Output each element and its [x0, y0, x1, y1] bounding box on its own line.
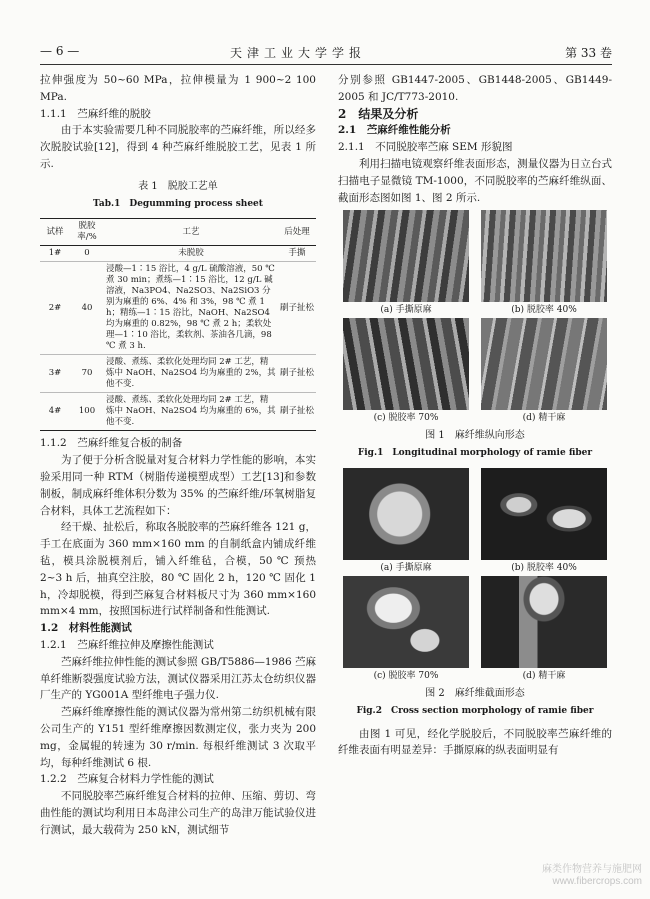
table-header: 脱胶率/%: [70, 219, 104, 246]
header-rule: [40, 64, 612, 65]
paragraph: 利用扫描电镜观察纤维表面形态，测量仪器为日立台式扫描电子显微镜 TM-1000，不同脱胶率的苎麻纤维纵面、截面形态图如图 1、图 2 所示.: [338, 157, 612, 204]
figure-panel: [343, 318, 469, 426]
table-row: [40, 246, 316, 262]
watermark-line: 麻类作物营养与施肥网: [542, 864, 642, 875]
volume-label: 第 33 卷: [565, 46, 612, 60]
paragraph: 不同脱胶率苎麻纤维复合材料的拉伸、压缩、剪切、弯曲性能的测试均利用日本岛津公司生产的岛津万能试验仪进行测试，最大载荷为 250 kN，测试细节: [40, 790, 316, 836]
figure-caption: 图 1 麻纤维纵向形态: [425, 430, 525, 442]
sem-image-longitudinal-degummed: [481, 318, 607, 410]
figure-panel: [343, 576, 469, 684]
section-heading-1-2: 1.2 材料性能测试: [40, 622, 132, 635]
figure-panel: [481, 210, 607, 318]
section-heading-2-1-1: 2.1.1 不同脱胶率苎麻 SEM 形貌图: [338, 141, 513, 154]
figure-caption-en: Fig.1 Longitudinal morphology of ramie fiber: [357, 448, 593, 459]
paragraph: 拉伸强度为 50~60 MPa，拉伸模量为 1 900~2 100 MPa.: [40, 74, 316, 103]
section-heading-1-1-2: 1.1.2 苎麻纤维复合板的制备: [40, 437, 183, 450]
subfigure-label: (a) 手撕原麻: [380, 305, 432, 316]
subfigure-label: (b) 脱胶率 40%: [511, 562, 577, 573]
sem-image-longitudinal-40: [481, 210, 607, 302]
table-header-row: [40, 219, 316, 246]
table-row: [40, 355, 316, 393]
figure-panel: [481, 576, 607, 684]
degumming-table: [40, 218, 316, 431]
table-cell: 0: [84, 248, 90, 259]
table-row: [40, 262, 316, 355]
table-cell: 未脱胶: [178, 248, 204, 259]
figure-caption-en: Fig.2 Cross section morphology of ramie fiber: [356, 705, 594, 716]
table-cell: 1#: [48, 248, 62, 259]
table-cell: 浸酸—1∶15 浴比，4 g/L 硫酸溶液，50 ℃ 煮 30 min；煮练—1∶15 浴比，12 g/L 碱溶液，Na3PO4、Na2SO3、Na2SiO3 分别为麻重的 6%、4% 和 3%，98 ℃ 煮 1 h；精练—1∶15 浴比，NaOH、Na2SO4 均为麻重的 0.82%，98 ℃ 煮 2 h；柔软处理—1∶10 浴比，柔软剂、茶油各几滴，98 ℃ 煮 3 h.: [104, 262, 278, 355]
right-column: [338, 72, 612, 759]
section-heading-1-1-1: 1.1.1 苎麻纤维的脱胶: [40, 107, 151, 120]
table-cell: 浸酸、煮练、柔软化处理均同 2# 工艺，精炼中 NaOH、Na2SO4 均为麻重的 2%，其他不变.: [104, 355, 278, 393]
running-header: [40, 42, 612, 62]
sem-image-cross-raw: [343, 468, 469, 560]
table-cell: 刷子扯松: [278, 355, 316, 393]
subfigure-label: (c) 脱胶率 70%: [373, 670, 439, 681]
table-cell: 浸酸、煮练、柔软化处理均同 2# 工艺，精炼中 NaOH、Na2SO4 均为麻重的 6%，其他不变.: [104, 393, 278, 431]
subfigure-label: (d) 精干麻: [522, 670, 566, 681]
watermark: [492, 864, 642, 888]
figure-1-grid: [338, 210, 612, 426]
table-cell: 4#: [40, 393, 70, 431]
figure-panel: [343, 210, 469, 318]
table-cell: 刷子扯松: [278, 262, 316, 355]
section-heading-2: 2 结果及分析: [338, 106, 419, 121]
figure-2-grid: [338, 468, 612, 684]
paragraph: 由图 1 可见，经化学脱胶后，不同脱胶率苎麻纤维的纤维表面有明显差异：手撕原麻的纵表面明显有: [338, 727, 612, 757]
table-cell: 100: [70, 393, 104, 431]
sem-image-cross-70: [343, 576, 469, 668]
table-cell: 40: [70, 262, 104, 355]
table-caption-en: Tab.1 Degumming process sheet: [93, 198, 263, 209]
subfigure-label: (a) 手撕原麻: [380, 562, 432, 573]
subfigure-label: (c) 脱胶率 70%: [373, 413, 439, 424]
figure-panel: [481, 468, 607, 576]
table-header: 后处理: [278, 219, 316, 246]
table-cell: 70: [70, 355, 104, 393]
sem-image-cross-40: [481, 468, 607, 560]
table-header: 试样: [40, 219, 70, 246]
subfigure-label: (b) 脱胶率 40%: [511, 305, 577, 316]
sem-image-longitudinal-raw: [343, 210, 469, 302]
paragraph: 苎麻纤维拉伸性能的测试参照 GB/T5886—1986 苎麻单纤维断裂强度试验方法，测试仪器采用江苏太仓纺织仪器厂生产的 YG001A 型纤维电子强力仪.: [40, 655, 316, 702]
paragraph: 经干燥、扯松后，称取各脱胶率的苎麻纤维各 121 g，手工在底面为 360 mm×160 mm 的自制纸盒内铺成纤维毡，模具涂脱模剂后，铺入纤维毡，合模，50 ℃ 预热 2~3 h 后，抽真空注胶，80 ℃ 固化 2 h，120 ℃ 固化 1 h，冷却脱模，得到苎麻复合材料板尺寸为 360 mm×160 mm×4 mm，按照国标进行试样制备和性能测试.: [40, 521, 316, 618]
paragraph: 苎麻纤维摩擦性能的测试仪器为常州第二纺织机械有限公司生产的 Y151 型纤维摩擦因数测定仪，张力夹为 200 mg，金属辊的转速为 30 r/min. 每根纤维测试 3 次取平均，每种纤维测试 6 根.: [40, 706, 316, 769]
table-cell: 手撕: [288, 248, 306, 259]
section-heading-1-2-1: 1.2.1 苎麻纤维拉伸及摩擦性能测试: [40, 638, 214, 651]
figure-caption: 图 2 麻纤维截面形态: [425, 687, 525, 699]
sem-image-cross-degummed: [481, 576, 607, 668]
page-number: — 6 —: [40, 44, 80, 58]
table-cell: 3#: [40, 355, 70, 393]
table-cell: 刷子扯松: [278, 393, 316, 431]
section-heading-1-2-2: 1.2.2 苎麻复合材料力学性能的测试: [40, 773, 214, 786]
journal-title: 天津工业大学学报: [230, 46, 367, 60]
left-column: [40, 72, 316, 839]
figure-panel: [343, 468, 469, 576]
table-caption: 表 1 脱胶工艺单: [138, 180, 218, 192]
watermark-line: www.fibercrops.com: [552, 876, 642, 887]
table-header: 工艺: [104, 219, 278, 246]
paragraph: 由于本实验需要几种不同脱胶率的苎麻纤维，所以经多次脱胶试验[12]，得到 4 种苎麻纤维脱胶工艺，见表 1 所示.: [40, 124, 316, 170]
section-heading-2-1: 2.1 苎麻纤维性能分析: [338, 124, 451, 137]
paragraph: 为了便于分析含脱量对复合材料力学性能的影响，本实验采用同一种 RTM（树脂传递模塑成型）工艺[13]和参数制板，制成麻纤维体积分数为 35% 的苎麻纤维/环氧树脂复合材料，具体工艺流程如下：: [40, 454, 316, 517]
figure-panel: [481, 318, 607, 426]
table-cell: 2#: [40, 262, 70, 355]
paragraph: 分别参照 GB1447-2005、GB1448-2005、GB1449-2005 和 JC/T773-2010.: [338, 74, 612, 103]
table-row: [40, 393, 316, 431]
subfigure-label: (d) 精干麻: [522, 413, 566, 424]
sem-image-longitudinal-70: [343, 318, 469, 410]
